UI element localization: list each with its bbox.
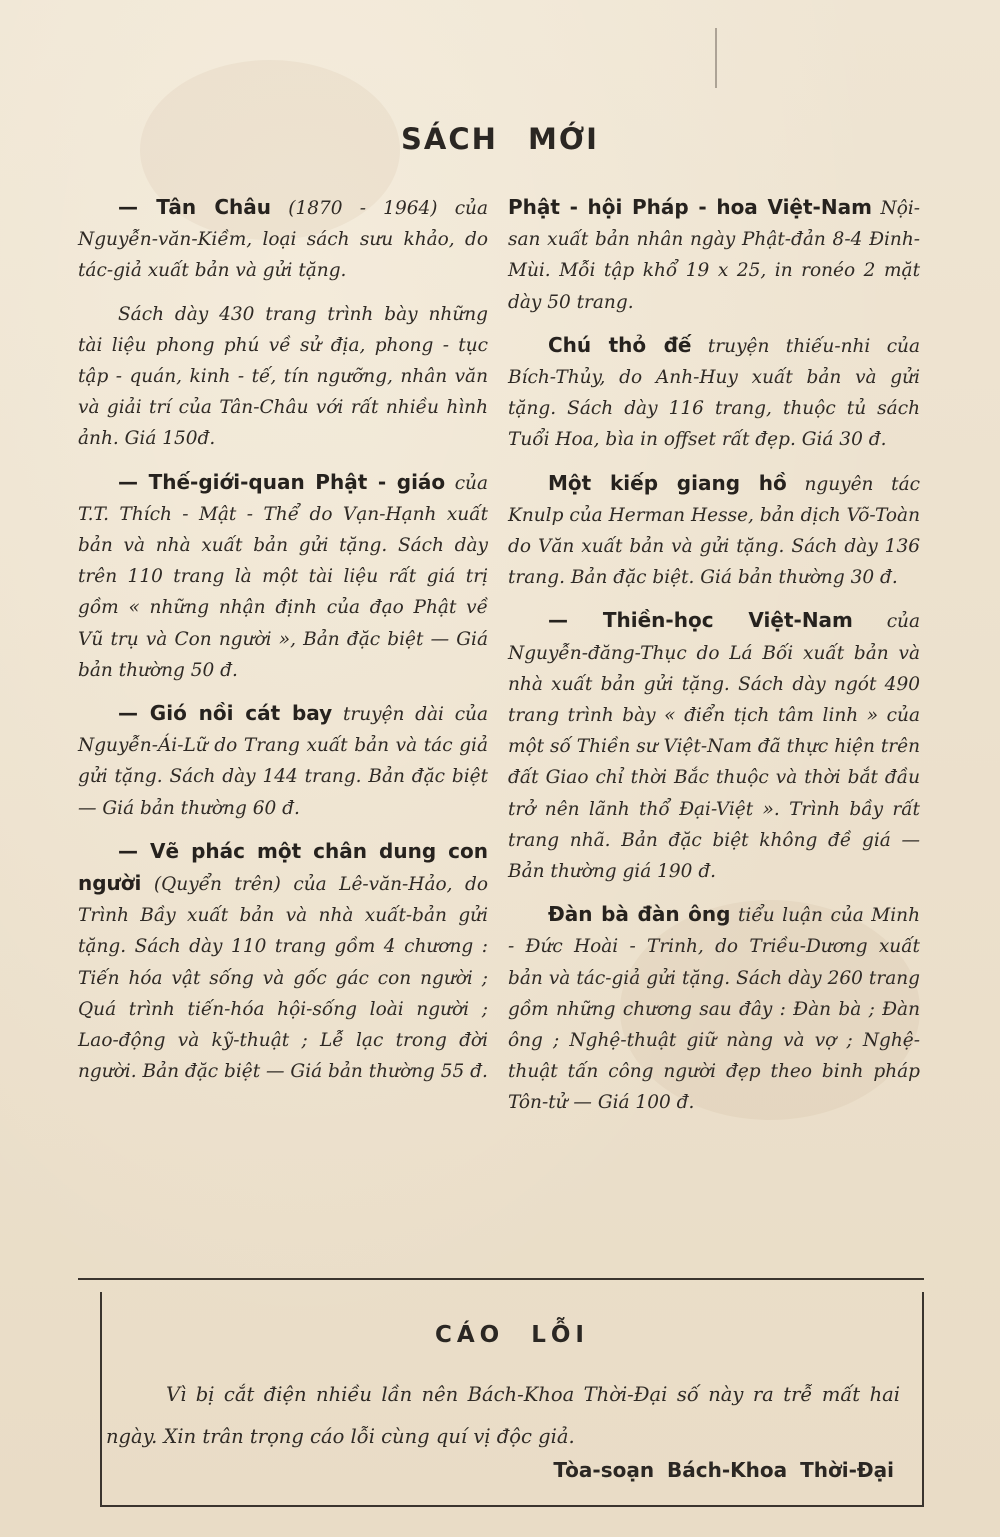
left-column — [78, 192, 488, 1099]
book-entry — [508, 192, 920, 318]
entry-text: của Nguyễn-đăng-Thục do Lá Bối xuất bản và nhà xuất bản gửi tặng. Sách dày ngót 490 trang trình bày « điển tịch tâm linh » của một số Thiền sư Việt-Nam đã thực hiện trên đất Giao chỉ thời Bắc thuộc và thời bắt đầu trở nên lãnh thổ Đại-Việt ». Trình bầy rất trang nhã. Bản đặc biệt không đề giá — Bản thường giá 190 đ. — [508, 611, 920, 883]
book-entry — [508, 330, 920, 456]
right-column — [508, 192, 920, 1131]
paper-scratch — [715, 28, 717, 88]
entry-text: của T.T. Thích - Mật - Thể do Vạn-Hạnh xuất bản và nhà xuất bản gửi tặng. Sách dày trên 110 trang là một tài liệu rất giá trị gồm « những nhận định của đạo Phật về Vũ trụ và Con người », Bản đặc biệt — Giá bản thường 50 đ. — [78, 472, 488, 681]
entry-title: — Gió nồi cát bay — [118, 701, 333, 726]
book-entry — [78, 192, 488, 287]
entry-title: Đàn bà đàn ông — [548, 902, 731, 927]
entry-text: nguyên tác Knulp của Herman Hesse, bản dịch Võ-Toàn do Văn xuất bản và gửi tặng. Sách dày 136 trang. Bản đặc biệt. Giá bản thường 30 đ. — [508, 473, 920, 589]
section-heading: SÁCH MỚI — [401, 122, 599, 156]
entry-title: Một kiếp giang hồ — [548, 470, 787, 495]
entry-text: Sách dày 430 trang trình bày những tài liệu phong phú về sử địa, phong - tục tập - quán, kinh - tế, tín ngưỡng, nhân văn và giải trí của Tân-Châu với rất nhiều hình ảnh. Giá 150đ. — [78, 303, 488, 450]
book-entry — [78, 698, 488, 824]
entry-text: Nội-san xuất bản nhân ngày Phật-đản 8-4 Đinh-Mùi. Mỗi tập khổ 19 x 25, in ronéo 2 mặt dày 50 trang. — [508, 198, 920, 313]
entry-text: tiểu luận của Minh - Đức Hoài - Trinh, do Triều-Dương xuất bản và tác-giả gửi tặng. Sách dày 260 trang gồm những chương sau đây : Đàn bà ; Đàn ông ; Nghệ-thuật giữ nàng và vợ ; Nghệ-thuật tấn công người đẹp theo binh pháp Tôn-tử — Giá 100 đ. — [508, 905, 920, 1114]
entry-title: — Vẽ phác một chân dung con người — [78, 838, 488, 896]
entry-title: Phật - hội Pháp - hoa Việt-Nam — [508, 195, 872, 219]
notice-signature: Tòa-soạn Bách-Khoa Thời-Đại — [553, 1458, 894, 1482]
book-entry — [78, 836, 488, 1088]
entry-text: truyện thiếu-nhi của Bích-Thủy, do Anh-Huy xuất bản và gửi tặng. Sách dày 116 trang, thuộc tủ sách Tuổi Hoa, bìa in offset rất đẹp. Giá 30 đ. — [508, 335, 921, 451]
entry-title: — Tân Châu — [118, 195, 272, 219]
entry-text: (1870 - 1964) của Nguyễn-văn-Kiềm, loại sách sưu khảo, do tác-giả xuất bản và gửi tặng. — [78, 198, 488, 282]
entry-title: — Thế-giới-quan Phật - giáo — [118, 469, 446, 494]
entry-title: Chú thỏ đế — [548, 332, 692, 357]
book-entry — [508, 899, 920, 1118]
notice-body: Vì bị cắt điện nhiều lần nên Bách-Khoa Thời-Đại số này ra trễ mất hai ngày. Xin trân trọng cáo lỗi cùng quí vị độc giả. — [106, 1383, 900, 1448]
book-entry — [78, 299, 488, 455]
notice-box — [100, 1292, 924, 1507]
book-entry — [508, 468, 920, 594]
book-entry — [78, 467, 488, 686]
entry-text: truyện dài của Nguyễn-Ái-Lữ do Trang xuất bản và tác giả gửi tặng. Sách dày 144 trang. Bản đặc biệt — Giá bản thường 60 đ. — [78, 704, 488, 819]
book-entry — [508, 605, 920, 887]
notice-title: CÁO LỖI — [434, 1322, 589, 1348]
entry-title: — Thiền-học Việt-Nam — [548, 608, 853, 633]
entry-text: (Quyển trên) của Lê-văn-Hảo, do Trình Bầy xuất bản và nhà xuất-bản gửi tặng. Sách dày 110 trang gồm 4 chương : Tiến hóa vật sống và gốc gác con người ; Quá trình tiến-hóa hội-sống loài người ; Lao-động và kỹ-thuật ; Lễ lạc trong đời người. Bản đặc biệt — Giá bản thường 55 đ. — [78, 874, 488, 1083]
section-divider — [78, 1278, 924, 1280]
